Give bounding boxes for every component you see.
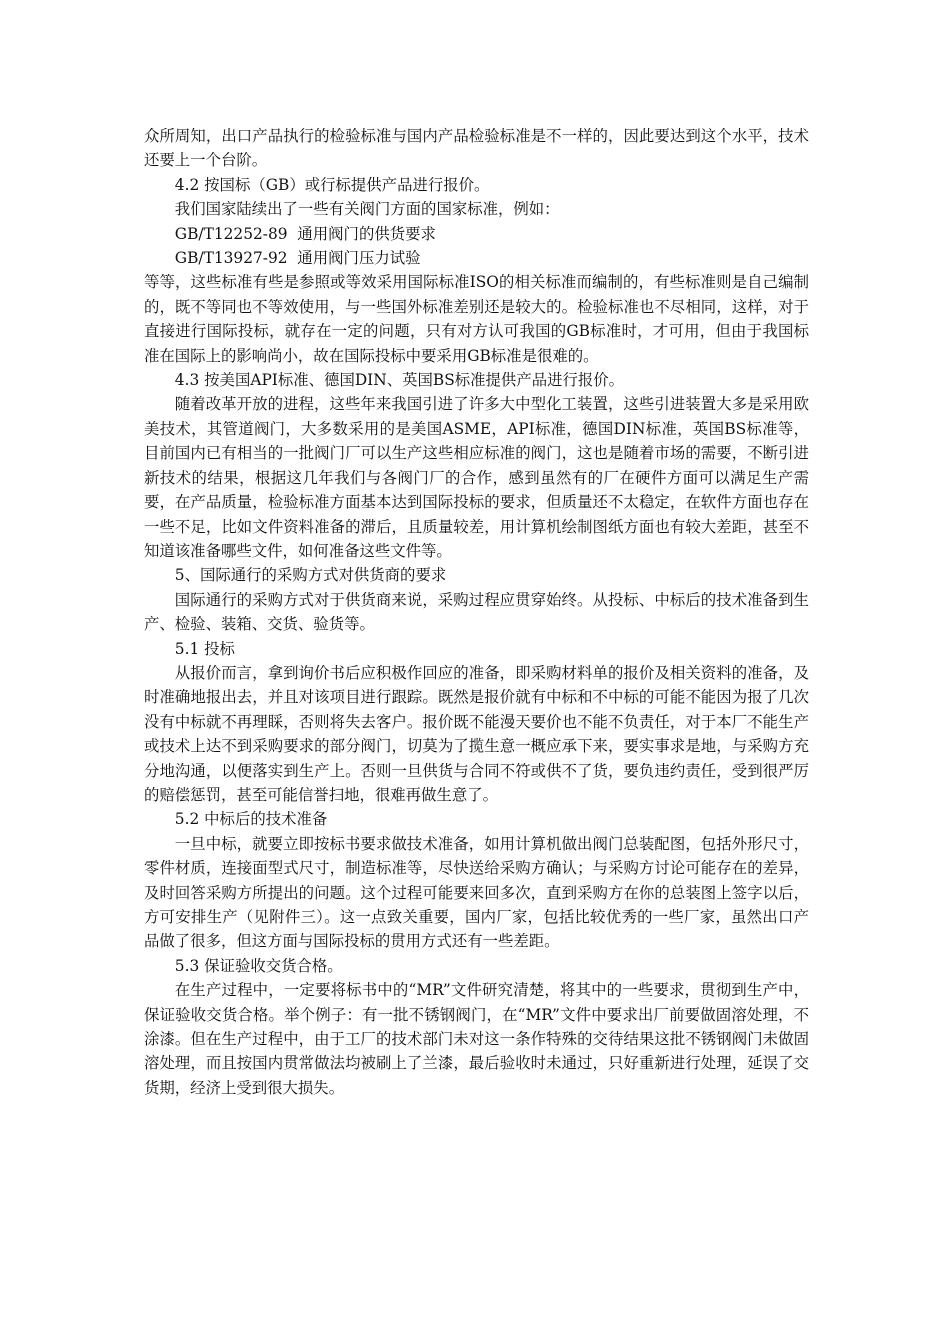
paragraph-reform-progress: 随着改革开放的进程，这些年来我国引进了许多大中型化工装置，这些引进装置大多是采用欧美技术，其管道阀门，大多数采用的是美国ASME，API标准，德国DIN标准，英国BS标准等，目前国内已有相当的一批阀门厂可以生产这些相应标准的阀门，这也是随着市场的需要，不断引进新技术的结果，根据这几年我们与各阀门厂的合作，感到虽然有的厂在硬件方面可以满足生产需要，在产品质量，检验标准方面基本达到国际投标的要求，但质量还不太稳定，在软件方面也存在一些不足，比如文件资料准备的滞后，且质量较差，用计算机绘制图纸方面也有较大差距，甚至不知道该准备哪些文件，如何准备这些文件等。 bbox=[144, 395, 809, 560]
heading-5: 5、国际通行的采购方式对供货商的要求 bbox=[174, 566, 447, 585]
paragraph-technical-preparation: 一旦中标，就要立即按标书要求做技术准备，如用计算机做出阀门总装配图，包括外形尺寸，零件材质，连接面型式尺寸，制造标准等，尽快送给采购方确认；与采购方讨论可能存在的差异，及时回答采购方所提出的问题。这个过程可能要来回多次，直到采购方在你的总装图上签字以后，方可安排生产（见附件三）。这一点致关重要，国内厂家，包括比较优秀的一些厂家，虽然出口产品做了很多，但这方面与国际投标的贯用方式还有一些差距。 bbox=[144, 834, 809, 951]
document-page bbox=[144, 124, 809, 1100]
standard-item-gb-t12252: GB/T12252-89 通用阀门的供货要求 bbox=[174, 224, 436, 243]
heading-4-3: 4.3 按美国API标准、德国DIN、英国BS标准提供产品进行报价。 bbox=[174, 371, 625, 390]
heading-4-2: 4.2 按国标（GB）或行标提供产品进行报价。 bbox=[174, 175, 490, 194]
heading-5-1: 5.1 投标 bbox=[174, 639, 235, 658]
standard-item-gb-t13927: GB/T13927-92 通用阀门压力试验 bbox=[174, 249, 421, 268]
paragraph-national-standards: 我们国家陆续出了一些有关阀门方面的国家标准，例如： bbox=[174, 200, 560, 219]
paragraph-standards-discussion: 等等，这些标准有些是参照或等效采用国际标准ISO的相关标准而编制的，有些标准则是自己编制的，既不等同也不等效使用，与一些国外标准差别还是较大的。检验标准也不尽相同，这样，对于直接进行国际投标，就存在一定的问题，只有对方认可我国的GB标准时，才可用，但由于我国标准在国际上的影响尚小，故在国际投标中要采用GB标准是很难的。 bbox=[144, 273, 809, 365]
paragraph-procurement-intro: 国际通行的采购方式对于供货商来说，采购过程应贯穿始终。从投标、中标后的技术准备到生产、检验、装箱、交货、验货等。 bbox=[144, 590, 809, 634]
heading-5-3: 5.3 保证验收交货合格。 bbox=[174, 956, 343, 975]
heading-5-2: 5.2 中标后的技术准备 bbox=[174, 810, 328, 829]
paragraph-intro-continuation: 众所周知，出口产品执行的检验标准与国内产品检验标准是不一样的，因此要达到这个水平，技术还要上一个台阶。 bbox=[144, 127, 809, 170]
paragraph-acceptance-delivery: 在生产过程中，一定要将标书中的“MR”文件研究清楚，将其中的一些要求，贯彻到生产中，保证验收交货合格。举个例子：有一批不锈钢阀门，在“MR”文件中要求出厂前要做固溶处理，不涂漆。但在生产过程中，由于工厂的技术部门未对这一条作特殊的交待结果这批不锈钢阀门未做固溶处理，而且按国内贯常做法均被刷上了兰漆，最后验收时未通过，只好重新进行处理，延误了交货期，经济上受到很大损失。 bbox=[144, 981, 809, 1097]
paragraph-bidding: 从报价而言，拿到询价书后应积极作回应的准备，即采购材料单的报价及相关资料的准备，及时准确地报出去，并且对该项目进行跟踪。既然是报价就有中标和不中标的可能不能因为报了几次没有中标就不再理睬，否则将失去客户。报价既不能漫天要价也不能不负责任，对于本厂不能生产或技术上达不到采购要求的部分阀门，切莫为了揽生意一概应承下来，要实事求是地，与采购方充分地沟通，以便落实到生产上。否则一旦供货与合同不符或供不了货，要负违约责任，受到很严厉的赔偿惩罚，甚至可能信誉扫地，很难再做生意了。 bbox=[144, 663, 809, 804]
